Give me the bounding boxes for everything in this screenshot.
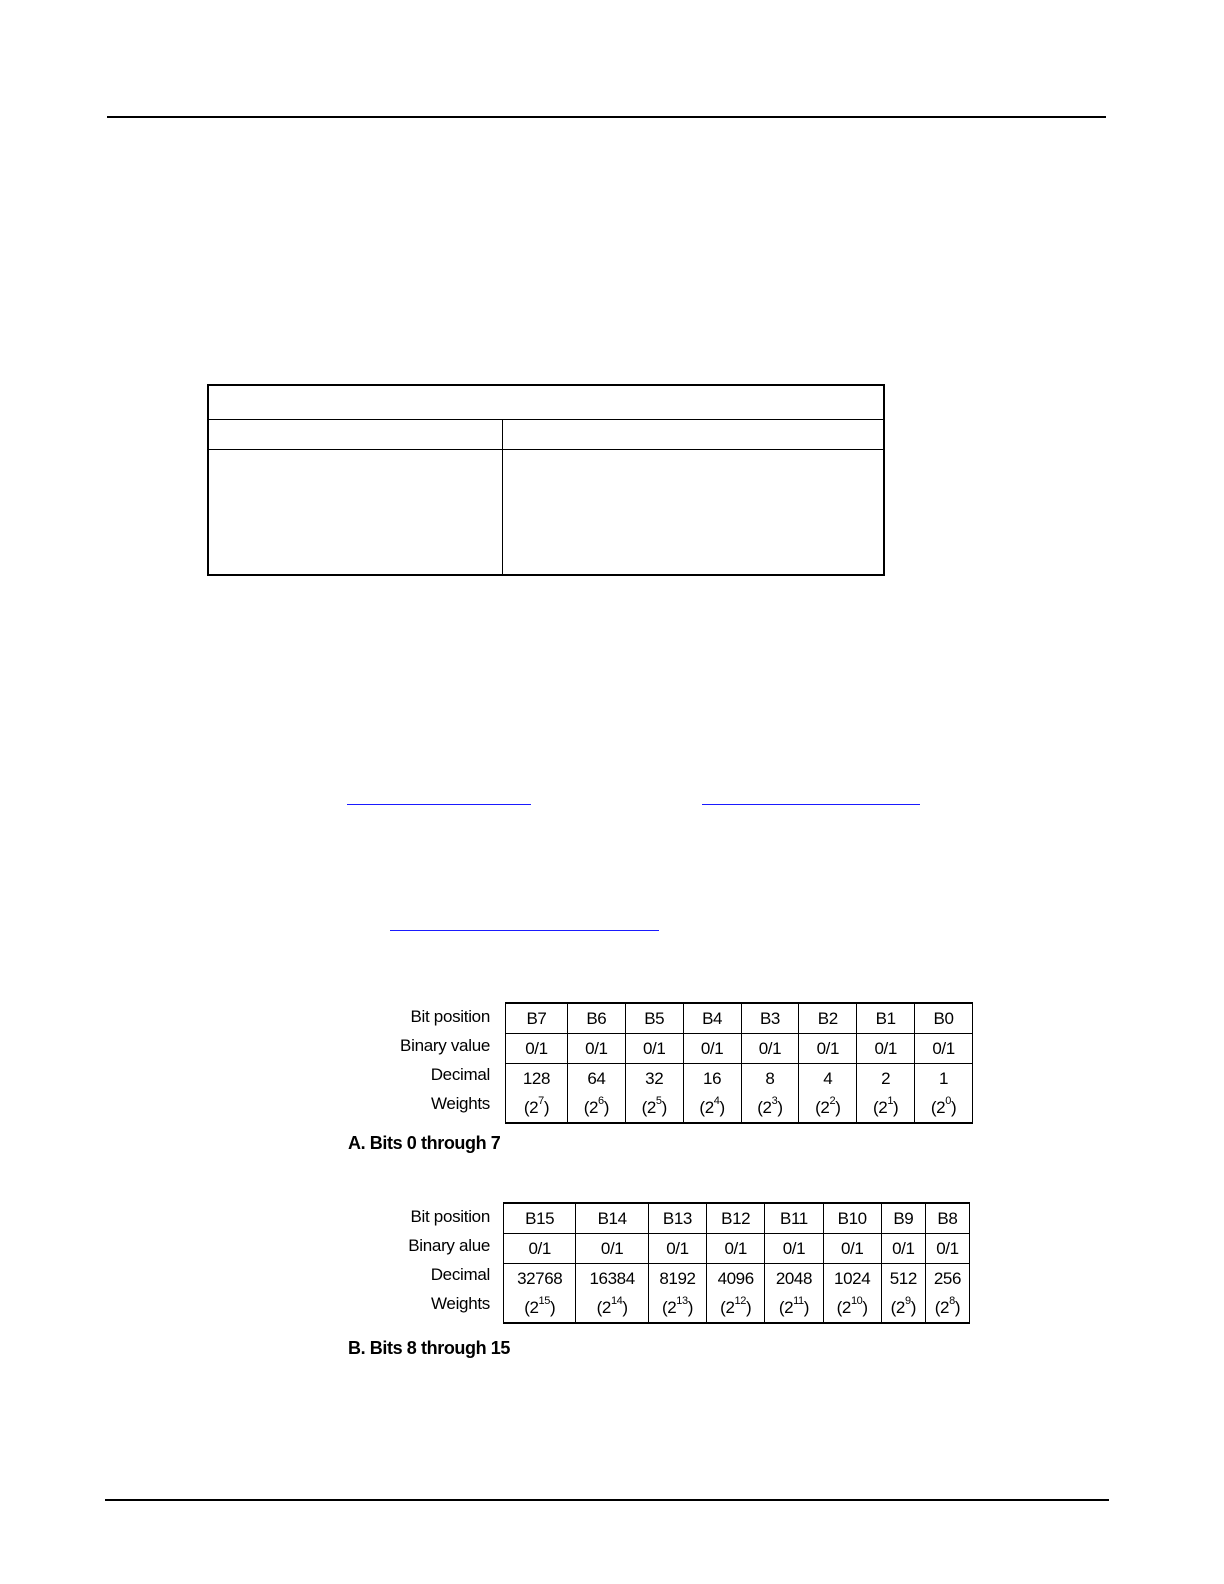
weight-base: 2 [940,1298,950,1317]
weight-cell: $(2^5)$ [625,1093,683,1123]
weight-cell: $(2^{10})$ [823,1293,881,1323]
binary-cell: 0/1 [799,1034,857,1064]
bit-cell-b7: B7 [506,1003,568,1034]
decimal-cell: 16 [683,1064,741,1094]
bit-cell-b10: B10 [823,1203,881,1234]
table-subheader-divider [209,449,883,450]
bit-position-row [504,1203,970,1234]
weight-exponent: 7 [538,1095,544,1107]
weight-exponent: 6 [598,1095,604,1107]
weight-cell: $(2^{13})$ [648,1293,706,1323]
bit-cell-b1: B1 [857,1003,915,1034]
decimal-cell: 8 [741,1064,799,1094]
weight-base: 2 [936,1098,946,1117]
label-weights: Weights [430,1294,490,1313]
binary-cell: 0/1 [741,1034,799,1064]
weight-base: 2 [841,1298,851,1317]
hyperlink-3[interactable] [390,930,659,931]
weight-cell: $(2^8)$ [925,1293,969,1323]
binary-value-row [506,1034,973,1064]
bit-table-a [505,1002,973,1124]
binary-cell: 0/1 [857,1034,915,1064]
weight-exponent: 15 [538,1295,550,1307]
decimal-cell: 64 [567,1064,625,1094]
row-labels-b [340,1202,490,1318]
figure-caption-a: A. Bits 0 through 7 [348,1133,501,1153]
weight-exponent: 8 [949,1295,955,1307]
decimal-cell: 8192 [648,1264,706,1294]
row-labels-a [340,1002,490,1118]
weight-exponent: 1 [887,1095,894,1107]
decimal-cell: 256 [925,1264,969,1294]
bit-cell-b3: B3 [741,1003,799,1034]
weight-exponent: 5 [655,1095,662,1107]
bit-cell-b4: B4 [683,1003,741,1034]
header-rule [107,116,1106,118]
bit-figure-b [340,1202,1000,1372]
bit-cell-b12: B12 [707,1203,765,1234]
bit-cell-b0: B0 [915,1003,973,1034]
bit-cell-b11: B11 [765,1203,823,1234]
weight-base: 2 [704,1098,714,1117]
weight-exponent: 12 [734,1295,746,1307]
table-header-divider [209,419,883,420]
binary-cell: 0/1 [925,1234,969,1264]
label-decimal: Decimal [430,1065,490,1084]
weight-base: 2 [820,1098,830,1117]
decimal-row [504,1264,970,1294]
binary-cell: 0/1 [504,1234,576,1264]
bit-cell-b13: B13 [648,1203,706,1234]
weight-exponent: 9 [904,1295,911,1307]
binary-cell: 0/1 [765,1234,823,1264]
hyperlink-2[interactable] [702,804,920,805]
binary-value-row [504,1234,970,1264]
weight-base: 2 [529,1298,539,1317]
empty-frame-table [207,384,885,576]
bit-cell-b9: B9 [881,1203,925,1234]
weight-base: 2 [601,1298,611,1317]
binary-cell: 0/1 [648,1234,706,1264]
bit-cell-b5: B5 [625,1003,683,1034]
weight-cell: $(2^9)$ [881,1293,925,1323]
bit-cell-b6: B6 [567,1003,625,1034]
weight-exponent: 3 [771,1095,778,1107]
bit-cell-b8: B8 [925,1203,969,1234]
weight-exponent: 4 [713,1095,720,1107]
decimal-cell: 1 [915,1064,973,1094]
weight-cell: $(2^0)$ [915,1093,973,1123]
weight-base: 2 [878,1098,888,1117]
weight-cell: $(2^{15})$ [504,1293,576,1323]
weights-row [506,1093,973,1123]
decimal-cell: 4 [799,1064,857,1094]
bit-table-b [503,1202,970,1324]
label-binary-value: Binary alue [408,1236,490,1255]
binary-cell: 0/1 [915,1034,973,1064]
label-weights: Weights [430,1094,490,1113]
weight-cell: $(2^{11})$ [765,1293,823,1323]
weight-exponent: 0 [945,1095,951,1107]
decimal-cell: 2 [857,1064,915,1094]
decimal-cell: 4096 [707,1264,765,1294]
label-binary-value: Binary value [400,1036,490,1055]
bit-position-row [506,1003,973,1034]
weight-base: 2 [588,1098,599,1117]
binary-cell: 0/1 [707,1234,765,1264]
bit-figure-a [340,1002,1000,1172]
binary-cell: 0/1 [683,1034,741,1064]
decimal-row [506,1064,973,1094]
weight-cell: $(2^1)$ [857,1093,915,1123]
weight-base: 2 [667,1298,677,1317]
footer-rule [105,1499,1109,1501]
binary-cell: 0/1 [506,1034,568,1064]
decimal-cell: 1024 [823,1264,881,1294]
decimal-cell: 16384 [576,1264,648,1294]
binary-cell: 0/1 [625,1034,683,1064]
weight-base: 2 [725,1298,735,1317]
binary-cell: 0/1 [576,1234,648,1264]
label-decimal: Decimal [430,1265,490,1284]
label-bit-position: Bit position [410,1007,490,1026]
bit-cell-b15: B15 [504,1203,576,1234]
weight-base: 2 [784,1298,794,1317]
weight-base: 2 [762,1098,772,1117]
weight-base: 2 [895,1298,905,1317]
weight-exponent: 11 [793,1295,804,1307]
decimal-cell: 32 [625,1064,683,1094]
figure-caption-b: B. Bits 8 through 15 [348,1338,511,1358]
decimal-cell: 2048 [765,1264,823,1294]
bit-cell-b14: B14 [576,1203,648,1234]
weight-base: 2 [529,1098,539,1117]
binary-cell: 0/1 [823,1234,881,1264]
weights-row [504,1293,970,1323]
weight-cell: $(2^{14})$ [576,1293,648,1323]
weight-exponent: 2 [829,1095,836,1107]
weight-cell: $(2^4)$ [683,1093,741,1123]
weight-cell: $(2^3)$ [741,1093,799,1123]
decimal-cell: 32768 [504,1264,576,1294]
weight-base: 2 [646,1098,656,1117]
table-column-divider [502,419,503,574]
hyperlink-1[interactable] [347,804,531,805]
bit-cell-b2: B2 [799,1003,857,1034]
label-bit-position: Bit position [410,1207,490,1226]
weight-cell: $(2^{12})$ [707,1293,765,1323]
weight-exponent: 13 [676,1295,688,1307]
decimal-cell: 128 [506,1064,568,1094]
weight-exponent: 14 [610,1295,623,1307]
weight-cell: $(2^6)$ [567,1093,625,1123]
weight-cell: $(2^2)$ [799,1093,857,1123]
binary-cell: 0/1 [881,1234,925,1264]
decimal-cell: 512 [881,1264,925,1294]
weight-exponent: 10 [850,1295,863,1307]
weight-cell: $(2^7)$ [506,1093,568,1123]
binary-cell: 0/1 [567,1034,625,1064]
